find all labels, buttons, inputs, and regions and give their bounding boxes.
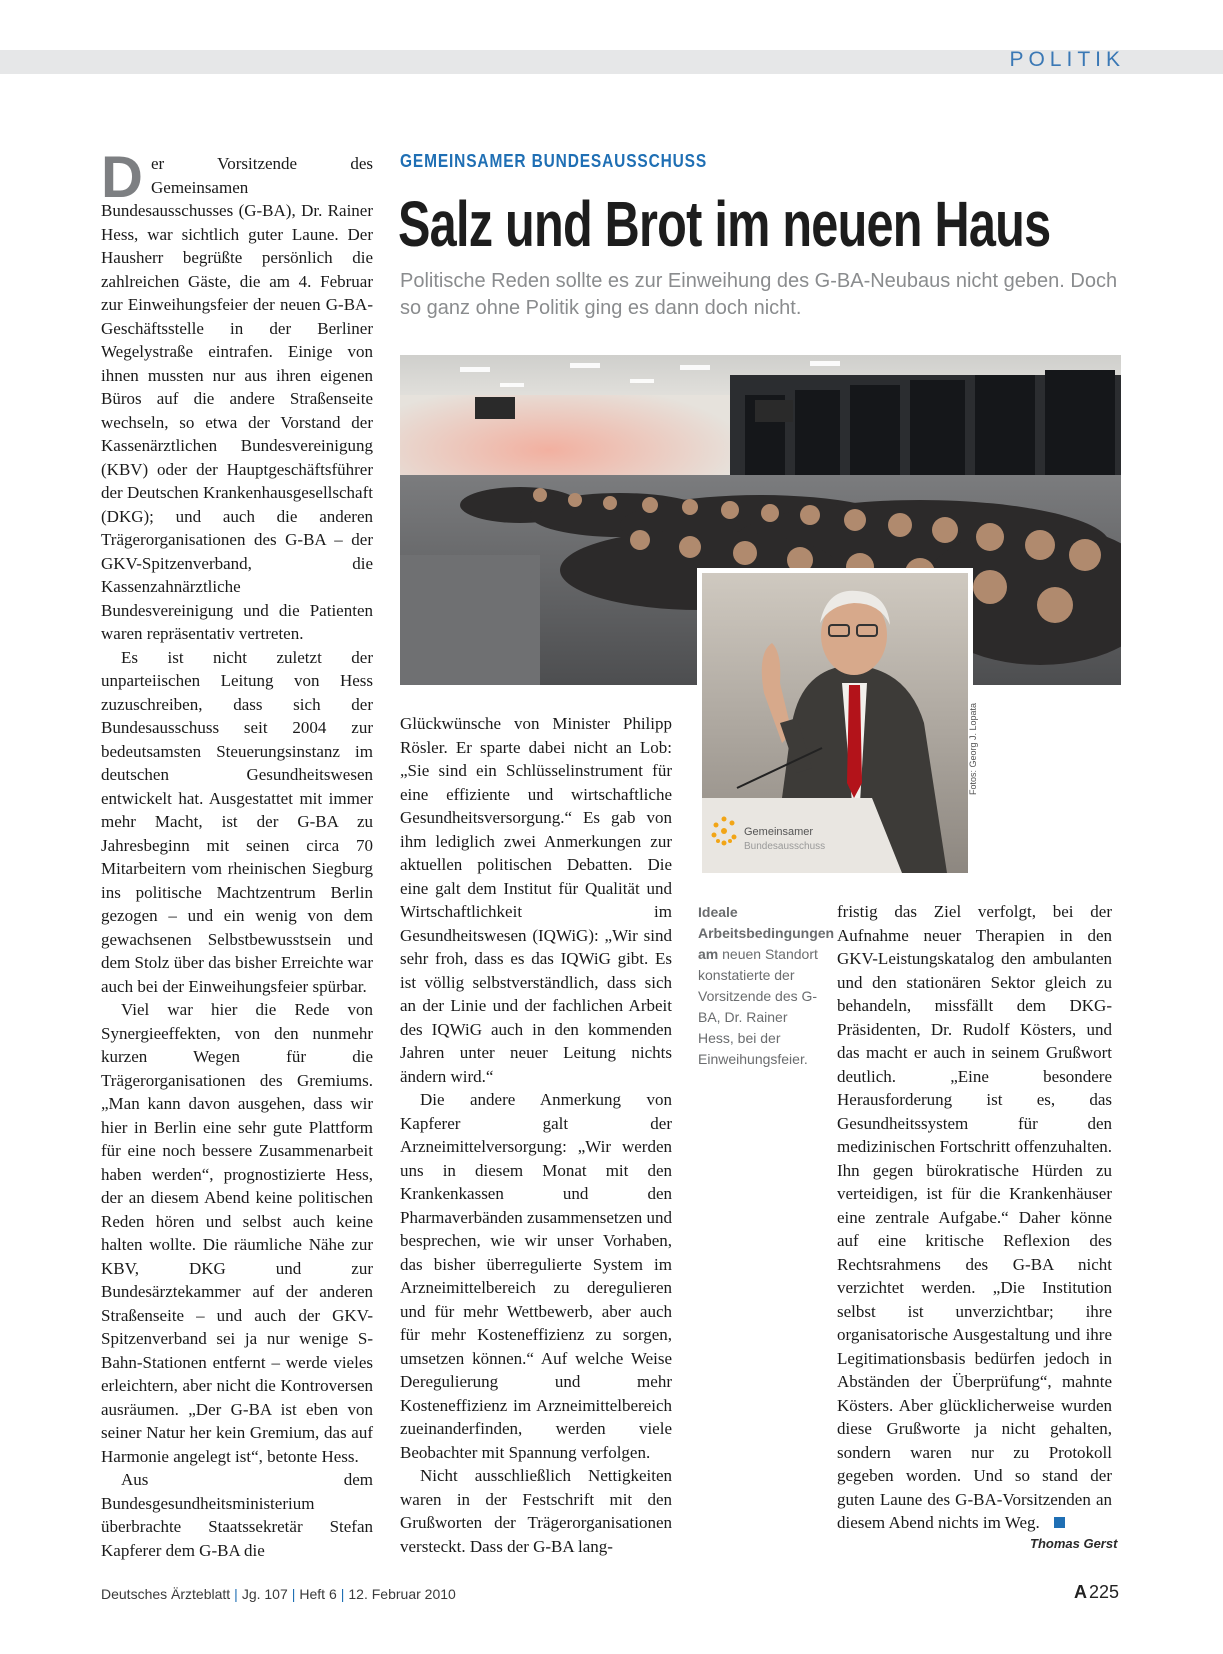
article-column-3 [837, 900, 1112, 1535]
section-label: POLITIK [1009, 48, 1125, 71]
logo-text-1: Gemeinsamer [744, 826, 814, 838]
end-of-article-square-icon [1054, 1517, 1065, 1528]
photo-speaker [697, 568, 973, 878]
article-deck: Politische Reden sollte es zur Einweihung des G-BA-Neubaus nicht geben. Doch so ganz ohne Politik ging es dann doch nicht. [400, 270, 1118, 319]
article-headline: Salz und Brot im neuen Haus [398, 188, 1051, 260]
speaker-image [702, 573, 968, 873]
author-byline: Thomas Gerst [1030, 1536, 1118, 1551]
page-prefix: A [1073, 1582, 1087, 1602]
photo-caption [698, 902, 835, 1070]
paragraph: Es ist nicht zuletzt der unparteiischen Leitung von Hess zuzuschreiben, dass sich der Bundesausschuss seit 2004 zur bedeutsamsten Steuerungsinstanz im deutschen Gesundheitswesen entwickelt hat. Ausgestattet mit immer mehr Macht, ist der G-BA zu Jahresbeginn mit seinen circa 70 Mitarbeitern vom rheinischen Siegburg ins politische Machtzentrum Berlin gezogen – und ein wenig von dem gewachsenen Selbstbewusstsein und dem Stolz über das bisher Erreichte war auch bei der Einweihungsfeier spürbar. [101, 647, 373, 996]
journal-issue: Heft 6 [299, 1586, 337, 1602]
article-kicker: GEMEINSAMER BUNDESAUSSCHUSS [400, 151, 708, 171]
paragraph: Die andere Anmerkung von Kapferer galt der Arzneimittelversorgung: „Wir werden uns in diesem Monat mit den Krankenkassen und den Pharmaverbänden zusammensetzen und besprechen, wie wir unser Vorhaben, das bisher überregulierte System im Arzneimittelbereich zu deregulieren und für mehr Wettbewerb, aber auch für mehr Kosteneffizienz zu sorgen, umsetzen können.“ Auf welche Weise Deregulierung und mehr Kosteneffizienz im Arzneimittelbereich zueinanderfinden, werden viele Beobachter mit Spannung verfolgen. [400, 1090, 672, 1462]
paragraph: fristig das Ziel verfolgt, bei der Aufnahme neuer Therapien in den GKV-Leistungskatalog den ambulanten und den stationären Sektor gleich zu behandeln, missfällt dem DKG-Präsidenten, Dr. Rudolf Kösters, und das macht er auch in seinem Grußwort deutlich. „Eine besondere Herausforderung ist es, das Gesundheitssystem für den medizinischen Fortschritt offenzuhalten. Ihn gegen bürokratische Hürden zu verteidigen, ist für die Krankenhäuser eine zentrale Aufgabe.“ Daher könne auf eine kritische Reflexion des Rechtsrahmens des G-BA nicht verzichtet werden. „Die Institution selbst ist unverzichtbar; ihre organisatorische Ausgestaltung und ihre Legitimationsbasis bedürfen jedoch in Abständen der Überprüfung“, mahnte Kösters. Aber glücklicherweise wurden diese Grußworte ja nicht gehalten, sondern waren nur zu Protokoll gegeben worden. Und so stand der guten Laune des G-BA-Vorsitzenden an diesem Abend nichts im Weg. [837, 902, 1112, 1532]
page-number-value: 225 [1088, 1582, 1119, 1602]
drop-cap: D [101, 145, 143, 210]
caption-lead: Ideale Arbeitsbedingungen am [698, 904, 835, 962]
journal-name: Deutsches Ärzteblatt [101, 1586, 231, 1602]
logo-text-2: Bundesausschuss [744, 841, 826, 852]
paragraph: Glückwünsche von Minister Philipp Rösler. Er sparte dabei nicht an Lob: „Sie sind ein Schlüsselinstrument für eine effiziente und wirtschaftliche Gesundheitsversorgung.“ Es gab von ihm lediglich zwei Anmerkungen zur aktuellen politischen Debatten. Die eine galt dem Institut für Qualität und Wirtschaftlichkeit im Gesundheitswesen (IQWiG): „Wir sind sehr froh, dass es das IQWiG gibt. Es ist völlig selbstverständlich, dass sich an der Linie und der fachlichen Arbeit des IQWiG auch in den kommenden Jahren unter neuer Leitung nichts ändern wird.“ [400, 714, 672, 1086]
paragraph: Nicht ausschließlich Nettigkeiten waren in der Festschrift mit den Grußworten der Trägerorganisationen versteckt. Dass der G-BA lang- [400, 1466, 672, 1556]
paragraph: Aus dem Bundesgesundheitsministerium überbrachte Staatssekretär Stefan Kapferer dem G-BA die [101, 1470, 373, 1560]
article-column-1 [101, 145, 373, 1562]
paragraph: Viel war hier die Rede von Synergieeffekten, von den nunmehr kurzen Wegen für die Trägerorganisationen des Gremiums. „Man kann davon ausgehen, dass wir hier in Berlin eine sehr gute Plattform für eine noch bessere Zusammenarbeit haben werden“, prognostizierte Hess, der an diesem Abend keine politischen Reden hören und selbst auch keine halten wollte. Die räumliche Nähe zur KBV, DKG und zur Bundesärztekammer auf der anderen Straßenseite – und auch der GKV-Spitzenverband sei ja nur wenige S-Bahn-Stationen entfernt – werde vieles erleichtern, aber nicht die Kontroversen ausräumen. „Der G-BA ist eben von seiner Natur her kein Gremium, das auf Harmonie angelegt ist“, betonte Hess. [101, 1000, 373, 1466]
page-footer: Deutsches Ärzteblatt | Jg. 107 | Heft 6 | 12. Februar 2010 [101, 1586, 456, 1602]
page-number [1074, 1582, 1119, 1603]
paragraph: Der Vorsitzende des Gemeinsamen Bundesausschusses (G-BA), Dr. Rainer Hess, war sichtlich guter Laune. Der Hausherr begrüßte persönlich die zahlreichen Gäste, die am 4. Februar zur Einweihungsfeier der neuen G-BA-Geschäftsstelle in der Berliner Wegelystraße eintrafen. Einige von ihnen mussten nur aus ihren eigenen Büros auf die andere Straßenseite wechseln, so etwa der Vorstand der Kassenärztlichen Bundesvereinigung (KBV) oder der Hauptgeschäftsführer der Deutschen Krankenhausgesellschaft (DKG); und auch die anderen Trägerorganisationen des G-BA – der GKV-Spitzenverband, die Kassenzahnärztliche Bundesvereinigung und die Patienten waren repräsentativ vertreten. [101, 145, 373, 643]
journal-volume: Jg. 107 [241, 1586, 288, 1602]
caption-text: neuen Standort konstatierte der Vorsitzende des G-BA, Dr. Rainer Hess, bei der Einweihungsfeier. [698, 946, 818, 1067]
journal-date: 12. Februar 2010 [348, 1586, 456, 1602]
article-column-2 [400, 712, 672, 1558]
photo-credit: Fotos: Georg J. Lopata [968, 702, 978, 795]
